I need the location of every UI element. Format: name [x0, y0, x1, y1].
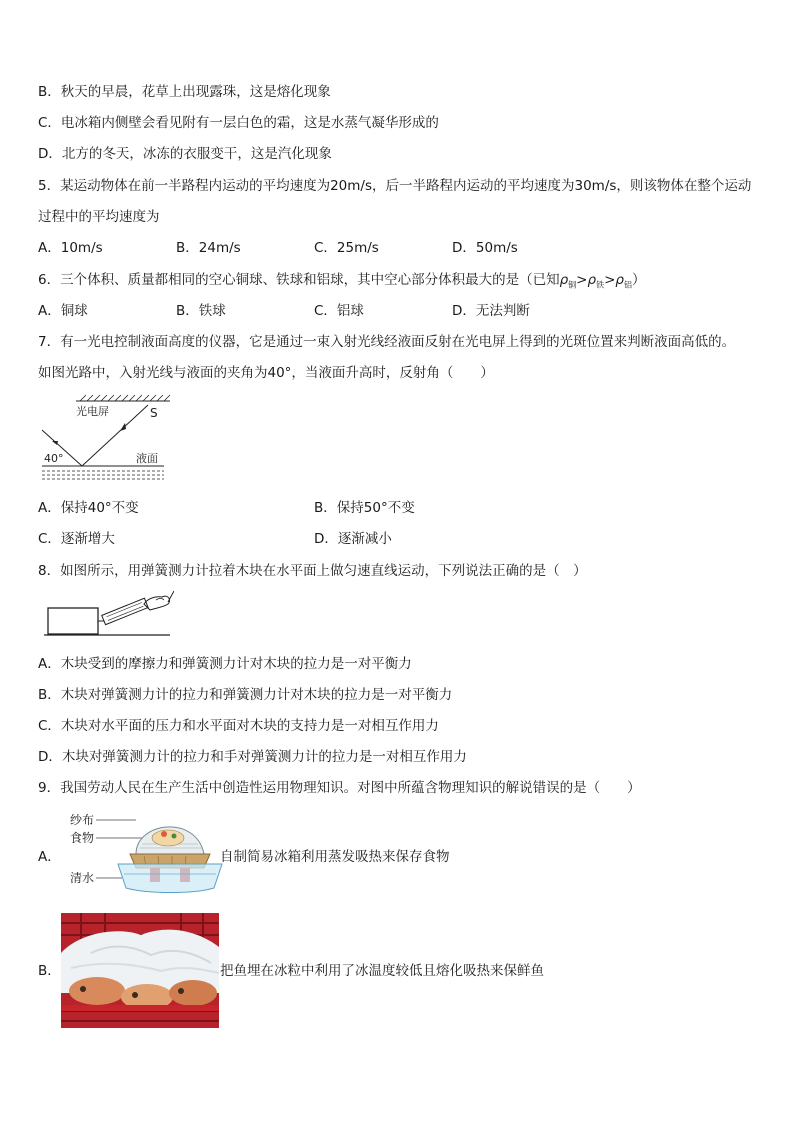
screen-label: 光电屏: [76, 405, 109, 418]
liquid-label: 液面: [136, 452, 158, 465]
gauze-label: 纱布: [70, 813, 95, 827]
q6-stem-line: [38, 271, 645, 295]
q7-stem-2: 如图光路中，入射光线与液面的夹角为40°，当液面升高时，反射角（ ）: [38, 365, 494, 381]
q7-option-d: D．逐渐减小: [314, 531, 392, 547]
source-label: S: [150, 406, 158, 420]
fish-on-ice-photo: [61, 913, 219, 1028]
greater-than: >: [576, 272, 588, 288]
q6-option-c: C．铝球: [314, 303, 364, 319]
q8-option-d: D．木块对弹簧测力计的拉力和手对弹簧测力计的拉力是一对相互作用力: [38, 749, 467, 765]
rho-symbol: ρ: [587, 272, 597, 288]
simple-fridge-diagram: [64, 808, 224, 896]
rho-symbol: ρ: [559, 272, 569, 288]
q5-option-d: D．50m/s: [452, 240, 518, 256]
q9-stem: 9．我国劳动人民在生产生活中创造性运用物理知识。对图中所蕴含物理知识的解说错误的是（ ）: [38, 780, 641, 796]
q8-option-c: C．木块对水平面的压力和水平面对木块的支持力是一对相互作用力: [38, 718, 439, 734]
option-d-clothes: D．北方的冬天，冰冻的衣服变干，这是汽化现象: [38, 146, 332, 162]
q5-option-b: B．24m/s: [176, 240, 241, 256]
q7-stem-1: 7．有一光电控制液面高度的仪器，它是通过一束入射光线经液面反射在光电屏上得到的光斑位置来判断液面高低的。: [38, 334, 736, 350]
sub-aluminum: 铝: [623, 280, 632, 290]
rho-symbol: ρ: [615, 272, 624, 288]
q5-option-c: C．25m/s: [314, 240, 379, 256]
q9-option-a-text: 自制简易冰箱利用蒸发吸热来保存食物: [220, 849, 450, 865]
greater-than: >: [604, 272, 616, 288]
q6-stem: 6．三个体积、质量都相同的空心铜球、铁球和铝球，其中空心部分体积最大的是（已知: [38, 272, 560, 288]
q6-option-b: B．铁球: [176, 303, 226, 319]
q9-option-a-label: A．: [38, 849, 61, 865]
q7-option-a: A．保持40°不变: [38, 500, 139, 516]
q8-stem: 8．如图所示，用弹簧测力计拉着木块在水平面上做匀速直线运动，下列说法正确的是（ ）: [38, 563, 587, 579]
q5-option-a: A．10m/s: [38, 240, 103, 256]
option-c-frost: C．电冰箱内侧壁会看见附有一层白色的霜，这是水蒸气凝华形成的: [38, 115, 439, 131]
q9-option-b-text: 把鱼埋在冰粒中利用了冰温度较低且熔化吸热来保鲜鱼: [220, 963, 544, 979]
sub-copper: 铜: [568, 280, 577, 290]
angle-label: 40°: [44, 452, 64, 465]
q8-option-b: B．木块对弹簧测力计的拉力和弹簧测力计对木块的拉力是一对平衡力: [38, 687, 453, 703]
option-b-dew: B．秋天的早晨，花草上出现露珠，这是熔化现象: [38, 84, 331, 100]
q6-option-a: A．铜球: [38, 303, 88, 319]
food-label: 食物: [70, 831, 95, 845]
q7-option-b: B．保持50°不变: [314, 500, 415, 516]
q7-option-c: C．逐渐增大: [38, 531, 115, 547]
q9-option-b-label: B．: [38, 963, 61, 979]
light-path-diagram: [36, 393, 176, 483]
q8-option-a: A．木块受到的摩擦力和弹簧测力计对木块的拉力是一对平衡力: [38, 656, 412, 672]
water-label: 清水: [70, 871, 95, 885]
q6-option-d: D．无法判断: [452, 303, 530, 319]
sub-iron: 铁: [596, 280, 605, 290]
spring-scale-diagram: [44, 588, 174, 640]
q5-stem: 5．某运动物体在前一半路程内运动的平均速度为20m/s，后一半路程内运动的平均速度为30m/s，则该物体在整个运动过程中的平均速度为: [38, 178, 752, 225]
close-paren: ）: [631, 272, 646, 288]
